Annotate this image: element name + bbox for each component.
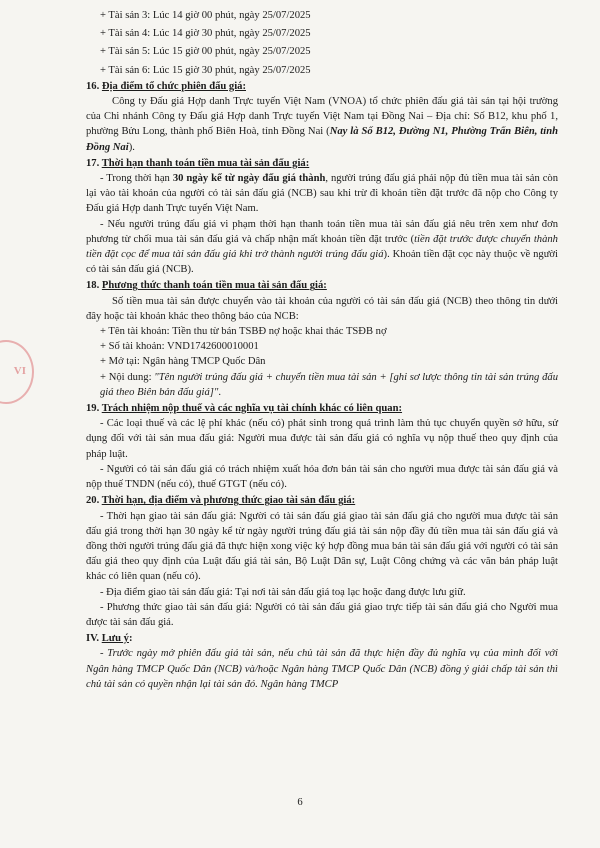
page-number: 6 bbox=[297, 797, 303, 808]
section-17-para-2: - Nếu người trúng đấu giá vi phạm thời hạn thanh toán tiền mua tài sản đấu giá nêu trên xem như đơn phương từ chối mua tài sản đấu giá và chấp nhận mất khoản tiền đặt trước (tiền đặt trước được chuyển thành tiền đặt cọc để mua tài sản đấu giá khi trở thành người trúng đấu giá). Khoản tiền đặt cọc này thuộc về người có tài sản đấu giá (NCB). bbox=[86, 218, 558, 276]
section-20-heading: 20. Thời hạn, địa điểm và phương thức giao tài sản đấu giá: bbox=[86, 495, 356, 507]
asset-5-time: + Tài sản 5: Lúc 15 giờ 00 phút, ngày 25/07/2025 bbox=[100, 46, 311, 58]
section-iv-heading: IV. Lưu ý: bbox=[86, 633, 133, 645]
asset-3-time: + Tài sản 3: Lúc 14 giờ 00 phút, ngày 25/07/2025 bbox=[100, 10, 311, 21]
section-18-heading: 18. Phương thức thanh toán tiền mua tài sản đấu giá: bbox=[86, 280, 327, 292]
account-number: + Số tài khoản: VND1742600010001 bbox=[100, 341, 259, 353]
section-20-para-2: - Địa điểm giao tài sản đấu giá: Tại nơi tài sản đấu giá toạ lạc hoặc đang được lưu giữ. bbox=[100, 586, 466, 598]
section-19-para-2: - Người có tài sản đấu giá có trách nhiệm xuất hóa đơn bán tài sản cho người mua được tài sản đấu giá và nộp thuế TNDN (nếu có), thuế GTGT (nếu có). bbox=[86, 463, 558, 491]
asset-6-time: + Tài sản 6: Lúc 15 giờ 30 phút, ngày 25/07/2025 bbox=[100, 64, 311, 76]
section-17-para-1: - Trong thời hạn 30 ngày kể từ ngày đấu giá thành, người trúng đấu giá phải nộp đủ tiền mua tài sản còn lại vào tài khoản của người có tài sản đấu giá (NCB) sau khi trừ đi khoản tiền đặt trước đã nộp cho Công ty Đấu giá Hợp danh Trực tuyến Việt Nam. bbox=[86, 173, 559, 215]
section-19-heading: 19. Trách nhiệm nộp thuế và các nghĩa vụ tài chính khác có liên quan: bbox=[86, 403, 403, 415]
section-iv-note: - Trước ngày mở phiên đấu giá tài sản, nếu chủ tài sản đã thực hiện đầy đủ nghĩa vụ của mình đối với Ngân hàng TMCP Quốc Dân (NCB) và/hoặc Ngân hàng TMCP Quốc Dân (NCB) đồng ý giải chấp tài sản thì chủ tài sản có quyền nhận lại tài sản đó. Ngân hàng TMCP bbox=[86, 648, 558, 690]
section-20-para-1: - Thời hạn giao tài sản đấu giá: Người có tài sản đấu giá giao tài sản đấu giá cho người mua được tài sản đấu giá trong thời hạn 30 ngày kể từ ngày người trúng đấu giá tài sản nộp đầy đủ tiền mua tài sản đấu giá và đồng thời người trúng đấu giá đã thực hiện xong việc ký hợp đồng mua bán tài sản đấu giá với người có tài sản đấu giá theo quy định của Luật đấu giá tài sản, Bộ Luật Dân sự, Luật Công chứng và các văn bản pháp luật khác có liên quan (nếu có). bbox=[86, 510, 558, 583]
section-19-para-1: - Các loại thuế và các lệ phí khác (nếu có) phát sinh trong quá trình làm thủ tục chuyển quyền sở hữu, sử dụng đối với tài sản mua đấu giá: Người mua được tài sản đấu giá có nghĩa vụ nộp thuế theo quy định của pháp luật. bbox=[86, 418, 558, 460]
section-16-heading: 16. Địa điểm tổ chức phiên đấu giá: bbox=[86, 80, 246, 92]
account-name: + Tên tài khoản: Tiền thu từ bán TSBĐ nợ hoặc khai thác TSĐB nợ bbox=[100, 326, 387, 338]
red-seal-stamp: VI bbox=[0, 340, 34, 404]
transfer-content: + Nội dung: "Tên người trúng đấu giá + chuyển tiền mua tài sản + [ghi sơ lược thông tin tài sản trúng đấu giá theo Biên bản đấu giá]". bbox=[100, 371, 558, 398]
section-18-intro: Số tiền mua tài sản được chuyển vào tài khoản của người có tài sản đấu giá (NCB) theo thông tin dưới đây hoặc tài khoản khác theo thông báo của NCB: bbox=[86, 295, 558, 322]
bank-name: + Mở tại: Ngân hàng TMCP Quốc Dân bbox=[100, 356, 266, 368]
section-17-heading: 17. Thời hạn thanh toán tiền mua tài sản đấu giá: bbox=[86, 157, 310, 169]
section-16-body: Công ty Đấu giá Hợp danh Trực tuyến Việt Nam (VNOA) tổ chức phiên đấu giá tài sản tại hội trường của Chi nhánh Công ty Đấu giá Hợp danh Trực tuyến Việt Nam tại Đồng Nai – Địa chỉ: Số B12, khu phố 1, phường Bửu Long, thành phố Biên Hoà, tỉnh Đồng Nai (Nay là Số B12, Đường N1, Phường Trấn Biên, tỉnh Đồng Nai). bbox=[86, 96, 558, 153]
section-20-para-3: - Phương thức giao tài sản đấu giá: Người có tài sản đấu giá giao trực tiếp tài sản đấu giá cho Người mua được tài sản đấu giá. bbox=[86, 601, 558, 628]
asset-4-time: + Tài sản 4: Lúc 14 giờ 30 phút, ngày 25/07/2025 bbox=[100, 28, 311, 40]
